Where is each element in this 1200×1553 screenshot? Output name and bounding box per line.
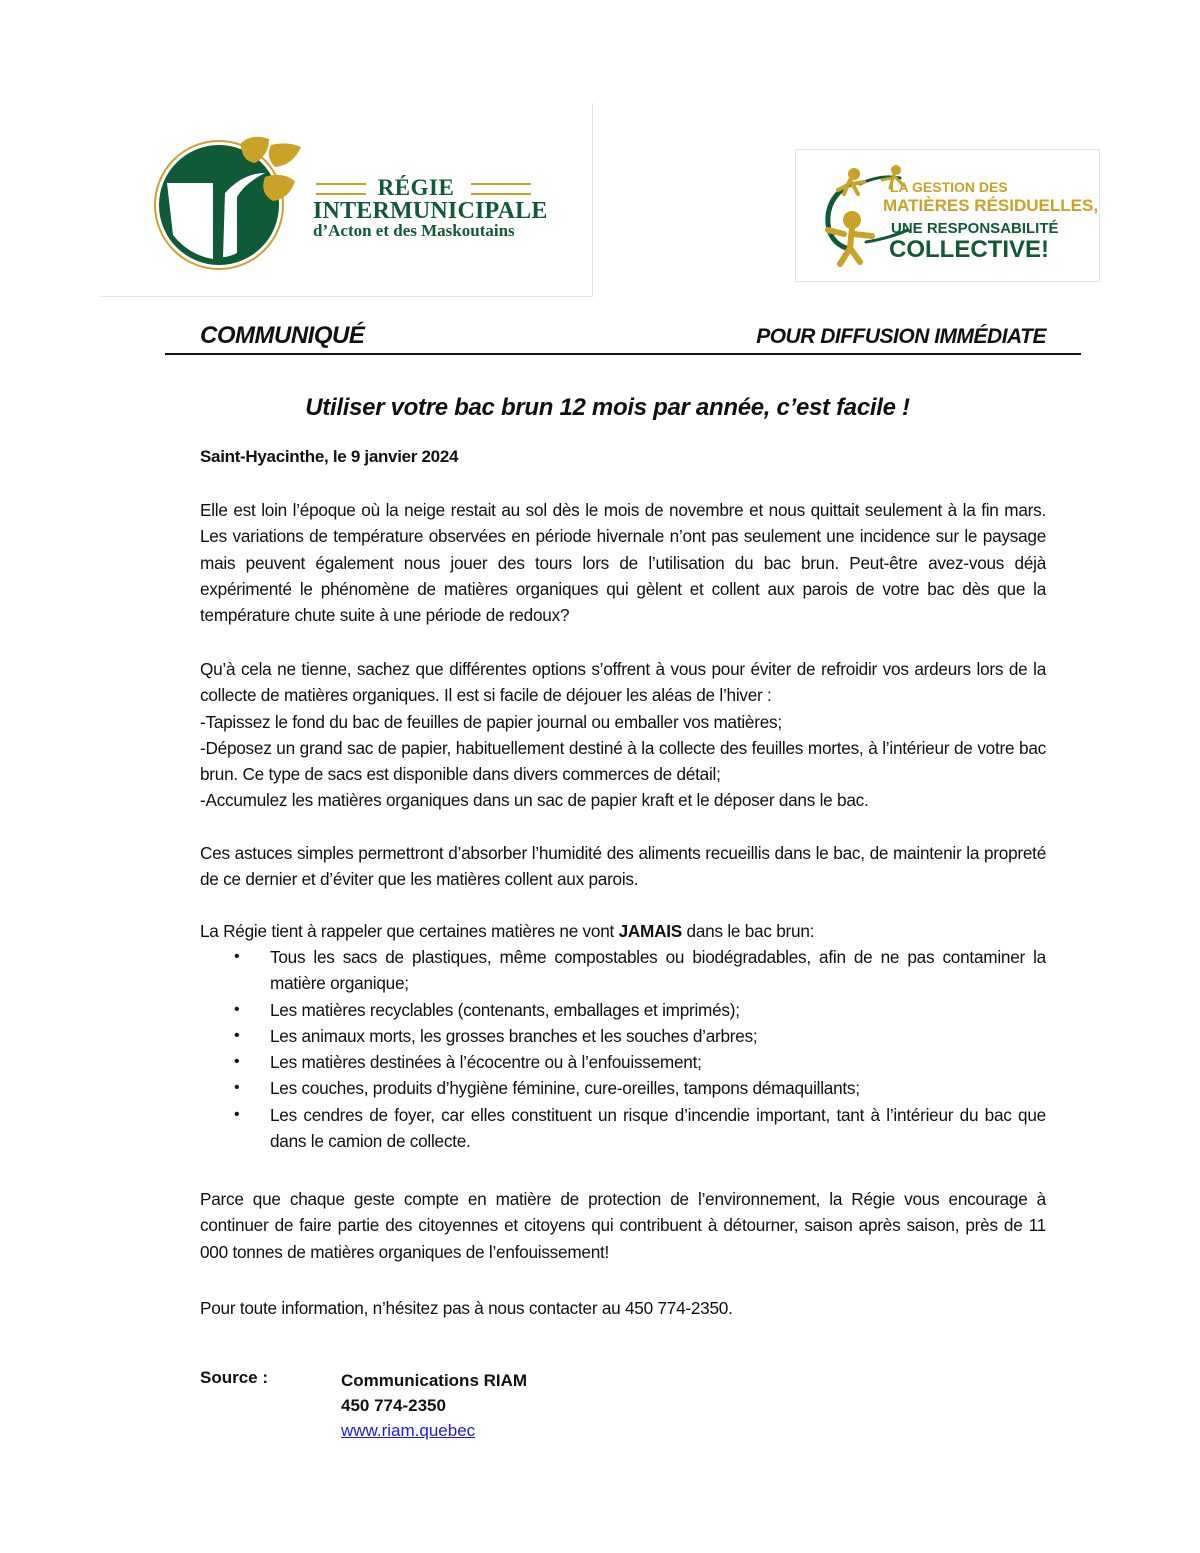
- slogan-line-4: COLLECTIVE!: [889, 236, 1049, 263]
- source-phone: 450 774-2350: [341, 1396, 446, 1415]
- bullet-icon: •: [234, 1026, 240, 1044]
- list-item: [200, 1023, 1046, 1049]
- communique-label: COMMUNIQUÉ: [200, 322, 365, 349]
- tip-item: -Déposez un grand sac de papier, habituellement destiné à la collecte des feuilles mortes, à l’intérieur de votre bac brun. Ce type de sacs est disponible dans divers commerces de détail;: [200, 737, 1046, 785]
- list-item-text: Les cendres de foyer, car elles constituent un risque d’incendie important, tant à l’intérieur du bac que dans le camion de collecte.: [270, 1104, 1046, 1152]
- slogan-logo: [795, 149, 1100, 282]
- excluded-items-list: [200, 944, 1046, 1154]
- paragraph-reminder: [200, 918, 1046, 944]
- list-item-text: Les animaux morts, les grosses branches et les souches d’arbres;: [270, 1025, 758, 1046]
- gold-rule-right: [471, 183, 531, 195]
- tip-item: -Accumulez les matières organiques dans un sac de papier kraft et le déposer dans le bac.: [200, 790, 869, 811]
- slogan-line-1: LA GESTION DES: [890, 179, 1008, 195]
- header-rule: [165, 353, 1081, 355]
- source-name: Communications RIAM: [341, 1371, 528, 1390]
- list-item-text: Les matières recyclables (contenants, emballages et imprimés);: [270, 999, 740, 1020]
- source-details: [341, 1368, 527, 1418]
- list-item: [200, 1075, 1046, 1101]
- regie-logo-word: RÉGIE: [377, 175, 455, 200]
- paragraph-contact: Pour toute information, n’hésitez pas à nous contacter au 450 774-2350.: [200, 1298, 733, 1318]
- tip-item: -Tapissez le fond du bac de feuilles de papier journal ou emballer vos matières;: [200, 711, 782, 732]
- source-label: Source :: [200, 1368, 269, 1387]
- slogan-line-3: UNE RESPONSABILITÉ: [891, 220, 1059, 237]
- list-item-text: Les couches, produits d’hygiène féminine, cure-oreilles, tampons démaquillants;: [270, 1078, 860, 1099]
- list-item: [200, 1049, 1046, 1075]
- list-item: [200, 997, 1046, 1023]
- bullet-icon: •: [234, 1053, 240, 1071]
- bullet-icon: •: [234, 1000, 240, 1018]
- list-item: [200, 944, 1046, 997]
- bullet-icon: •: [234, 948, 240, 965]
- regie-emblem-icon: [153, 131, 313, 271]
- paragraph-tips: [200, 656, 1046, 814]
- document-title: Utiliser votre bac brun 12 mois par année, c’est facile !: [305, 394, 910, 421]
- slogan-line-2: MATIÈRES RÉSIDUELLES,: [883, 196, 1099, 215]
- bullet-icon: •: [234, 1079, 240, 1097]
- list-item-text: Les matières destinées à l’écocentre ou à l’enfouissement;: [270, 1052, 702, 1073]
- regie-logo: [101, 103, 593, 297]
- paragraph-intro: Elle est loin l’époque où la neige restait au sol dès le mois de novembre et nous quittait seulement à la fin mars. Les variations de température observées en période hivernale n’ont pas seulement une incidence sur le paysage mais peuvent également nous jouer des tours lors de l’utilisation du bac brun. Peut-être avez-vous déjà expérimenté le phénomène de matières organiques qui gèlent et collent aux parois de votre bac dès que la température chute suite à une période de redoux?: [200, 500, 1046, 626]
- regie-logo-subtitle: d’Acton et des Maskoutains: [313, 221, 515, 240]
- dateline: Saint-Hyacinthe, le 9 janvier 2024: [200, 447, 459, 466]
- reminder-emphasis: JAMAIS: [618, 921, 683, 941]
- reminder-text-end: dans le bac brun:: [682, 921, 815, 941]
- paragraph-benefits: Ces astuces simples permettront d’absorber l’humidité des aliments recueillis dans le bac, de maintenir la propreté de ce dernier et d’éviter que les matières collent aux parois.: [200, 843, 1046, 890]
- tips-intro: Qu’à cela ne tienne, sachez que différentes options s’offrent à vous pour éviter de refroidir vos ardeurs lors de la collecte de matières organiques. Il est si facile de déjouer les aléas de l’hiver :: [200, 659, 1046, 706]
- source-website-link[interactable]: www.riam.quebec: [341, 1421, 476, 1440]
- release-label: POUR DIFFUSION IMMÉDIATE: [756, 325, 1046, 348]
- bullet-icon: •: [234, 1105, 240, 1123]
- list-item-text: Tous les sacs de plastiques, même compostables ou biodégradables, afin de ne pas contaminer la matière organique;: [270, 947, 1046, 994]
- reminder-text: La Régie tient à rappeler que certaines matières ne vont: [200, 921, 619, 941]
- paragraph-conclusion: Parce que chaque geste compte en matière de protection de l’environnement, la Régie vous encourage à continuer de faire partie des citoyennes et citoyens qui contribuent à détourner, saison après saison, près de 11 000 tonnes de matières organiques de l’enfouissement!: [200, 1189, 1046, 1262]
- regie-logo-intermunicipale: INTERMUNICIPALE: [313, 198, 548, 224]
- list-item: [200, 1102, 1046, 1155]
